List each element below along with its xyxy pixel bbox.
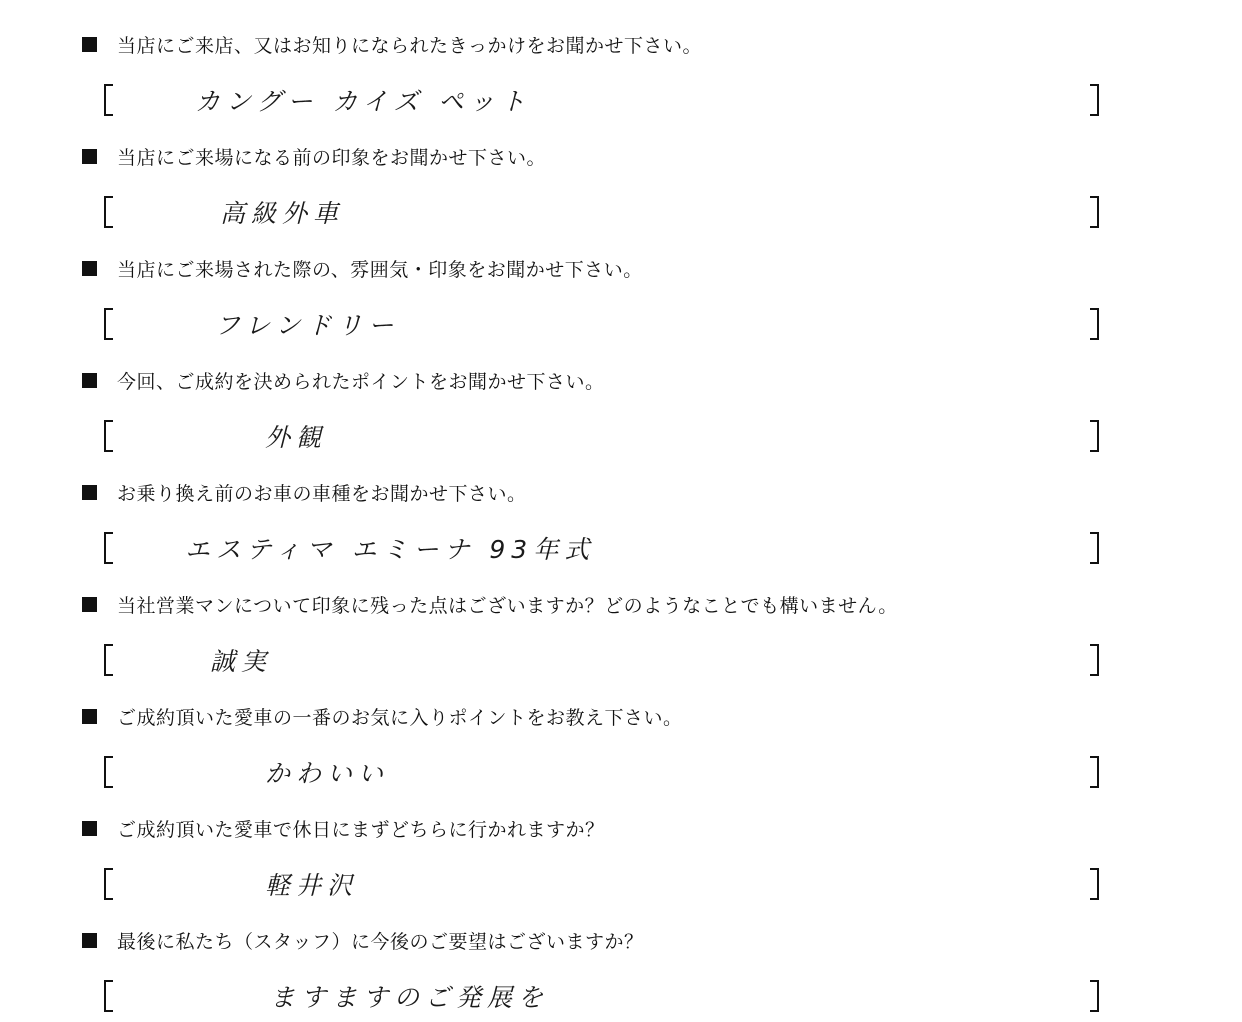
- square-bullet-icon: [82, 821, 97, 836]
- question-row: [82, 368, 605, 392]
- question-text: 当店にご来店、又はお知りになられたきっかけをお聞かせ下さい。: [117, 34, 703, 57]
- left-bracket: [104, 644, 113, 676]
- question-text: 当社営業マンについて印象に残った点はございますか？どのようなことでも構いません。: [117, 594, 898, 617]
- question-row: [82, 480, 527, 504]
- handwritten-answer: かわいい: [265, 759, 390, 788]
- square-bullet-icon: [82, 709, 97, 724]
- left-bracket: [104, 980, 113, 1012]
- square-bullet-icon: [82, 933, 97, 948]
- square-bullet-icon: [82, 37, 97, 52]
- question-row: [82, 592, 898, 616]
- square-bullet-icon: [82, 373, 97, 388]
- handwritten-answer: エスティマ エミーナ 93年式: [185, 535, 596, 564]
- question-text: 最後に私たち（スタッフ）に今後のご要望はございますか？: [117, 930, 644, 953]
- left-bracket: [104, 868, 113, 900]
- survey-item-5: [0, 462, 1242, 574]
- right-bracket: [1090, 196, 1099, 228]
- left-bracket: [104, 84, 113, 116]
- handwritten-answer: 高級外車: [220, 199, 345, 228]
- question-text: 当店にご来場になる前の印象をお聞かせ下さい。: [117, 146, 547, 169]
- square-bullet-icon: [82, 261, 97, 276]
- question-text: 当店にご来場された際の、雰囲気・印象をお聞かせ下さい。: [117, 258, 643, 281]
- left-bracket: [104, 420, 113, 452]
- handwritten-answer: 外観: [265, 423, 328, 452]
- question-row: [82, 144, 546, 168]
- question-text: ご成約頂いた愛車の一番のお気に入りポイントをお教え下さい。: [117, 706, 683, 729]
- left-bracket: [104, 308, 113, 340]
- right-bracket: [1090, 868, 1099, 900]
- survey-item-2: [0, 126, 1242, 238]
- right-bracket: [1090, 644, 1099, 676]
- left-bracket: [104, 756, 113, 788]
- survey-item-3: [0, 238, 1242, 350]
- right-bracket: [1090, 308, 1099, 340]
- survey-item-7: [0, 686, 1242, 798]
- right-bracket: [1090, 980, 1099, 1012]
- left-bracket: [104, 196, 113, 228]
- question-row: [82, 928, 644, 952]
- handwritten-answer: ますますのご発展を: [270, 983, 550, 1012]
- right-bracket: [1090, 532, 1099, 564]
- question-row: [82, 32, 702, 56]
- survey-item-6: [0, 574, 1242, 686]
- question-text: 今回、ご成約を決められたポイントをお聞かせ下さい。: [117, 370, 605, 393]
- survey-item-8: [0, 798, 1242, 910]
- handwritten-answer: フレンドリー: [215, 311, 400, 340]
- question-text: お乗り換え前のお車の車種をお聞かせ下さい。: [117, 482, 527, 505]
- square-bullet-icon: [82, 485, 97, 500]
- square-bullet-icon: [82, 597, 97, 612]
- survey-item-4: [0, 350, 1242, 462]
- question-row: [82, 256, 643, 280]
- right-bracket: [1090, 756, 1099, 788]
- question-row: [82, 816, 605, 840]
- handwritten-answer: カングー カイズ ペット: [195, 87, 532, 116]
- left-bracket: [104, 532, 113, 564]
- survey-item-9: [0, 910, 1242, 1022]
- handwritten-answer: 誠実: [210, 647, 273, 676]
- question-text: ご成約頂いた愛車で休日にまずどちらに行かれますか？: [117, 818, 605, 841]
- right-bracket: [1090, 420, 1099, 452]
- question-row: [82, 704, 683, 728]
- square-bullet-icon: [82, 149, 97, 164]
- handwritten-answer: 軽井沢: [265, 871, 359, 900]
- right-bracket: [1090, 84, 1099, 116]
- survey-item-1: [0, 14, 1242, 126]
